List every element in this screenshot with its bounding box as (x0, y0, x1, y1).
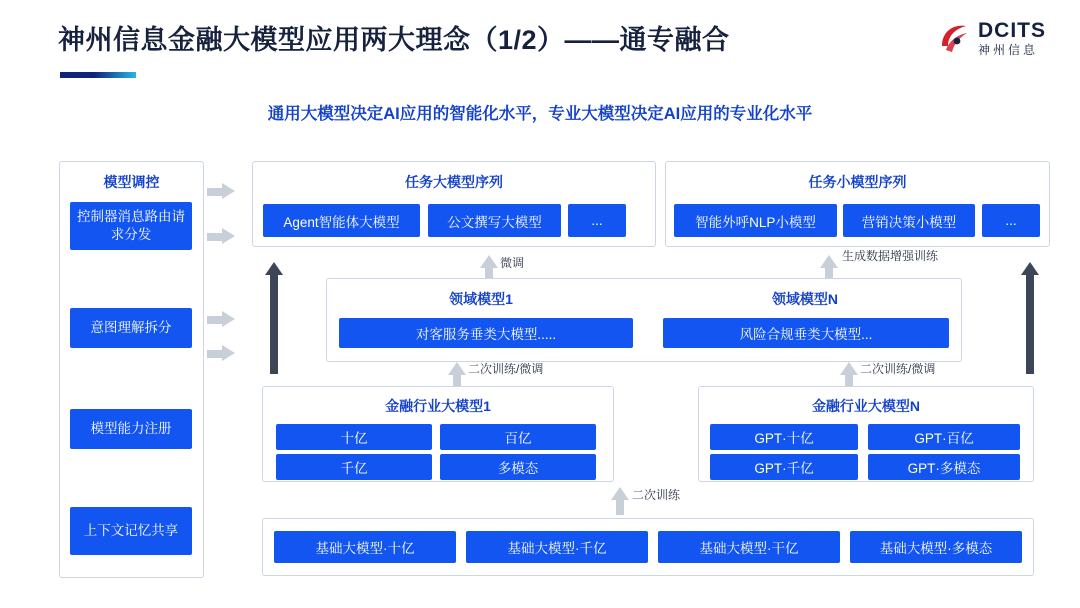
task-large-item-1[interactable]: 公文撰写大模型 (428, 204, 561, 237)
logo-text (978, 20, 1046, 56)
retrain-arrow-label-right: 二次训练/微调 (860, 362, 936, 376)
model-control-panel (59, 161, 204, 578)
industry-model-1-item-3[interactable]: GPT·多模态 (868, 454, 1020, 480)
second-train-arrow-label: 二次训练 (632, 488, 681, 502)
base-model-item-0[interactable]: 基础大模型·十亿 (274, 531, 456, 563)
connector-arrow-right-4 (207, 345, 235, 362)
industry-model-1-item-2[interactable]: GPT·千亿 (710, 454, 858, 480)
domain-model-item-0[interactable]: 对客服务垂类大模型..... (339, 318, 633, 348)
retrain-arrow-label-left: 二次训练/微调 (468, 362, 544, 376)
data-augmentation-arrow-label: 生成数据增强训练 (842, 249, 939, 263)
industry-model-1-item-0[interactable]: GPT·十亿 (710, 424, 858, 450)
domain-model-title-1: 领域模型N (771, 291, 839, 307)
retrain-arrow-up-right (840, 362, 858, 388)
task-small-item-1[interactable]: 营销决策小模型 (843, 204, 975, 237)
model-control-item-2[interactable]: 模型能力注册 (70, 409, 192, 449)
brand-logo (937, 20, 1046, 56)
industry-model-0-item-2[interactable]: 千亿 (276, 454, 432, 480)
finetune-arrow-label: 微调 (500, 256, 525, 270)
industry-model-0-item-0[interactable]: 十亿 (276, 424, 432, 450)
retrain-arrow-up-left (448, 362, 466, 388)
logo-main-text: DCITS (978, 19, 1046, 42)
logo-sub-text: 神州信息 (978, 43, 1039, 57)
model-control-item-1[interactable]: 意图理解拆分 (70, 308, 192, 348)
connector-arrow-right-2 (207, 228, 235, 245)
side-arrow-left (265, 262, 283, 374)
dcits-swirl-logo-icon (937, 21, 971, 55)
task-small-model-title: 任务小模型序列 (808, 174, 907, 190)
slide-subtitle: 通用大模型决定AI应用的智能化水平，专业大模型决定AI应用的专业化水平 (267, 105, 813, 123)
industry-model-title-1: 金融行业大模型N (811, 398, 921, 414)
connector-arrow-right-1 (207, 183, 235, 200)
base-model-item-2[interactable]: 基础大模型·干亿 (658, 531, 840, 563)
second-train-arrow-up (611, 487, 629, 515)
task-small-item-2[interactable]: ... (982, 204, 1040, 237)
industry-model-0-item-1[interactable]: 百亿 (440, 424, 596, 450)
model-control-item-0[interactable]: 控制器消息路由请求分发 (70, 202, 192, 250)
page-title: 神州信息金融大模型应用两大理念（1/2）——通专融合 (58, 25, 730, 55)
task-large-model-title: 任务大模型序列 (405, 174, 503, 190)
task-large-item-2[interactable]: ... (568, 204, 626, 237)
industry-model-title-0: 金融行业大模型1 (385, 398, 491, 414)
base-model-item-1[interactable]: 基础大模型·千亿 (466, 531, 648, 563)
title-underline (60, 72, 136, 78)
task-large-item-0[interactable]: Agent智能体大模型 (263, 204, 420, 237)
base-model-item-3[interactable]: 基础大模型·多模态 (850, 531, 1022, 563)
domain-model-item-1[interactable]: 风险合规垂类大模型... (663, 318, 949, 348)
task-small-item-0[interactable]: 智能外呼NLP小模型 (674, 204, 837, 237)
model-control-title: 模型调控 (103, 174, 160, 190)
industry-model-1-item-1[interactable]: GPT·百亿 (868, 424, 1020, 450)
domain-model-title-0: 领域模型1 (449, 291, 513, 307)
model-control-item-3[interactable]: 上下文记忆共享 (70, 507, 192, 555)
connector-arrow-right-3 (207, 311, 235, 328)
side-arrow-right (1021, 262, 1039, 374)
industry-model-0-item-3[interactable]: 多模态 (440, 454, 596, 480)
